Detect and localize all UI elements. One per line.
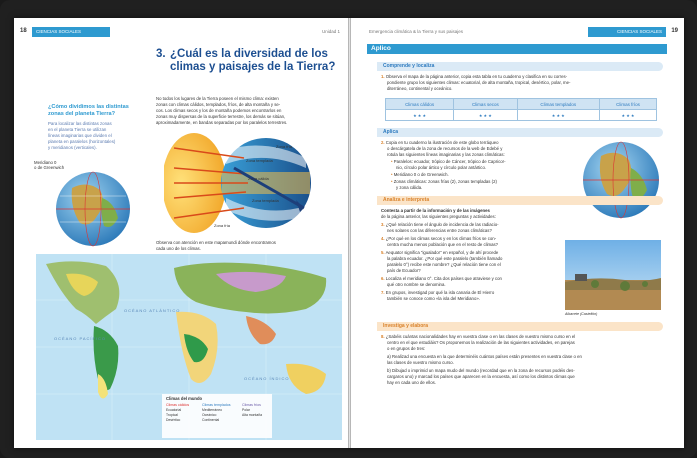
left-header-unit: Unidad 1 xyxy=(321,29,340,34)
task3-line-2: de la página anterior, las siguientes preguntas y actividades: xyxy=(381,214,496,219)
question-3: 3. ¿Qué relación tiene el ángulo de incidencia de las radiacio- xyxy=(381,222,499,227)
question-6: 6. Localiza el meridiano 0°. Cita dos países que atraviese y con xyxy=(381,276,502,281)
task2-bullet-3: • Zonas climáticas: zonas frías (2), zonas templadas (2) xyxy=(391,179,497,184)
side-text-4: planeta en paralelos (horizontales) xyxy=(48,139,116,144)
section-analiza: Analiza e interpreta xyxy=(377,196,663,205)
left-globe-illustration xyxy=(52,168,134,250)
right-page-number: 19 xyxy=(671,28,678,34)
question-5c: paralelo 0°) recibe este nombre? ¿Qué relación tiene con el xyxy=(387,262,501,267)
question-5d: país de Ecuador? xyxy=(387,268,421,273)
table-cell: ★ ★ ★ xyxy=(454,110,517,121)
legend-item-2-1: Mediterráneo xyxy=(202,408,222,412)
side-text-1: Para localizar las distintas zonas xyxy=(48,121,112,126)
task4-item-a2: las clases de vuestro mismo curso. xyxy=(387,360,454,365)
legend-group-1: Climas cálidos xyxy=(166,403,190,407)
legend-group-2: Climas templados xyxy=(202,403,231,407)
world-climate-map xyxy=(36,254,342,440)
table-cell: ★ ★ ★ xyxy=(517,110,600,121)
task2-bullet-3b: y zona cálida. xyxy=(396,185,423,190)
task4-line-2: centro en el que estudiáis? Os proponemos la realización de las siguientes actividades, en parejas xyxy=(387,340,575,345)
task2-line-2: o descárgatela de la zona de recursos de la web de Edebé y xyxy=(387,146,503,151)
left-page xyxy=(14,18,348,448)
zone-calida: Zona cálida xyxy=(248,176,269,181)
landscape-photo xyxy=(565,240,661,310)
legend-item-2-3: Continental xyxy=(202,418,220,422)
legend-title: Climas del mundo xyxy=(166,396,203,401)
task2-line-3: rotula las siguientes líneas imaginarias y las zonas climáticas: xyxy=(387,152,505,157)
table-header-secos: Climas secos xyxy=(454,99,517,110)
question-3b: nes solares con las diferencias entre zonas climáticas? xyxy=(387,228,492,233)
task4-line-1: 8. ¿Sabéis cuántas nacionalidades hay en vuestra clase o en las clases de vuestro mismo curso en el xyxy=(381,334,576,339)
legend-item-1-2: Tropical xyxy=(166,413,178,417)
ocean-label-pacific: OCÉANO PACÍFICO xyxy=(54,336,107,341)
zone-templada-top: Zona templada xyxy=(246,158,273,163)
right-header-band: CIENCIAS SOCIALES xyxy=(588,27,666,37)
question-7: 7. En grupos, investigad por qué la isla canaria de El Hierro xyxy=(381,290,495,295)
question-7b: también se conoce como «la isla del Meridiano». xyxy=(387,296,480,301)
question-4: 4. ¿Por qué en los climas secos y en los climas fríos se con- xyxy=(381,236,497,241)
title-line-1: ¿Cuál es la diversidad de los xyxy=(170,48,328,60)
side-title-1: ¿Cómo dividimos las distintas xyxy=(48,104,129,110)
observe-line-1: Observa con atención en este mapamundi dónde encontramos xyxy=(156,240,276,245)
question-5b: la palabra ecuador. ¿Por qué este paralelo (también llamado xyxy=(387,256,503,261)
legend-item-2-2: Oceánico xyxy=(202,413,217,417)
legend-group-3: Climas fríos xyxy=(242,403,261,407)
section-aplica: Aplica xyxy=(377,128,663,137)
intro-line-5: aproximadamente, en bandas separadas por los paralelos terrestres. xyxy=(156,120,288,125)
ocean-label-indian: OCÉANO ÍNDICO xyxy=(244,376,290,381)
task4-item-b2: cargaros uno) y marcad los países que aparecen en la encuesta, así como los distintos climas que xyxy=(387,374,575,379)
task2-bullet-1b: nio, círculo polar ártico y círculo polar antártico. xyxy=(396,165,487,170)
table-header-calidos: Climas cálidos xyxy=(386,99,454,110)
task4-item-b3: hay en cada uno de ellos. xyxy=(387,380,436,385)
question-4b: centra mucha menos población que en el resto de climas? xyxy=(387,242,499,247)
legend-item-1-1: Ecuatorial xyxy=(166,408,182,412)
globe-label-2: o de Greenwich xyxy=(34,165,65,170)
intro-line-4: zonas muy dispersas de la superficie terrestre, los demás se sitúan, xyxy=(156,114,286,119)
globe-label-1: Meridiano 0 xyxy=(34,160,57,165)
left-page-header xyxy=(14,25,348,39)
legend-item-3-1: Polar xyxy=(242,408,250,412)
right-page xyxy=(351,18,684,448)
title-number: 3. xyxy=(156,48,166,60)
right-page-header xyxy=(351,25,684,39)
photo-caption: Albacete (Castellón) xyxy=(565,312,598,316)
task1-line-2: pondiente grupo los siguientes climas: ecuatorial, de alta montaña, tropical, desértico, polar, me- xyxy=(387,80,571,85)
legend-item-1-3: Desértico xyxy=(166,418,181,422)
left-header-band: CIENCIAS SOCIALES xyxy=(32,27,110,37)
task1-line-3: diterráneo, continental y oceánico. xyxy=(387,86,453,91)
task1-line-1: 1. Observa el mapa de la página anterior, copia esta tabla en tu cuaderno y clasifica en su corres- xyxy=(381,74,568,79)
apply-title: Aplico xyxy=(371,45,391,52)
side-text-2: en el planeta Tierra se utilizan xyxy=(48,127,107,132)
left-page-number: 18 xyxy=(20,28,27,34)
observe-line-2: cada uno de los climas. xyxy=(156,246,201,251)
side-text-3: líneas imaginarias que dividen el xyxy=(48,133,112,138)
section-investiga: Investiga y elabora xyxy=(377,322,663,331)
section-comprende: Comprende y localiza xyxy=(377,62,663,71)
question-6b: qué otro nombre se denomina. xyxy=(387,282,446,287)
side-text-5: y meridianos (verticales). xyxy=(48,145,97,150)
zone-fria-top: Zona fría xyxy=(276,144,293,149)
task4-item-a: a) Realizad una encuesta en la que determinéis cuántos países están presentes en vuestra clase o en xyxy=(387,354,582,359)
ocean-label-atlantic: OCÉANO ATLÁNTICO xyxy=(124,308,181,313)
apply-bar xyxy=(367,44,667,54)
zone-templada-bottom: Zona templada xyxy=(252,198,279,203)
right-header-left: Emergencia climática & la Tierra y sus paisajes xyxy=(369,29,464,34)
climate-table xyxy=(385,98,657,121)
zone-fria-bottom: Zona fría xyxy=(214,223,231,228)
task2-bullet-1: • Paralelos: ecuador, trópico de Cáncer, trópico de Capricor- xyxy=(391,159,506,164)
table-header-templados: Climas templados xyxy=(517,99,600,110)
right-globe-illustration xyxy=(579,138,663,222)
book-spread xyxy=(14,18,684,448)
table-cell: ★ ★ ★ xyxy=(386,110,454,121)
table-cell: ★ ★ ★ xyxy=(600,110,657,121)
side-title-2: zonas del planeta Tierra? xyxy=(48,111,116,117)
task3-line-1: Contesta a partir de la información y de las imágenes xyxy=(381,208,490,213)
legend-item-3-2: Alta montaña xyxy=(242,413,262,417)
intro-line-1: No todos los lugares de la Tierra poseen el mismo clima: existen xyxy=(156,96,279,101)
task2-bullet-2: • Meridiano 0 o de Greenwich. xyxy=(391,172,449,177)
task4-line-3: o en grupos de tres: xyxy=(387,346,426,351)
intro-line-2: zonas con climas cálidos, templados, fríos, de alta montaña y se- xyxy=(156,102,281,107)
task2-line-1: 2. Copia en tu cuaderno la ilustración de este globo terráqueo xyxy=(381,140,499,145)
table-header-frios: Climas fríos xyxy=(600,99,657,110)
question-5: 5. Aequator significa "igualador" en español, y de ahí procede xyxy=(381,250,499,255)
intro-line-3: cos. Los climas secos y los de montaña podemos encontrarlos en xyxy=(156,108,282,113)
title-line-2: climas y paisajes de la Tierra? xyxy=(170,61,336,73)
task4-item-b: b) Dibujad o imprimid un mapa mudo del mundo (recordad que en la zona de recursos podéis des- xyxy=(387,368,575,373)
